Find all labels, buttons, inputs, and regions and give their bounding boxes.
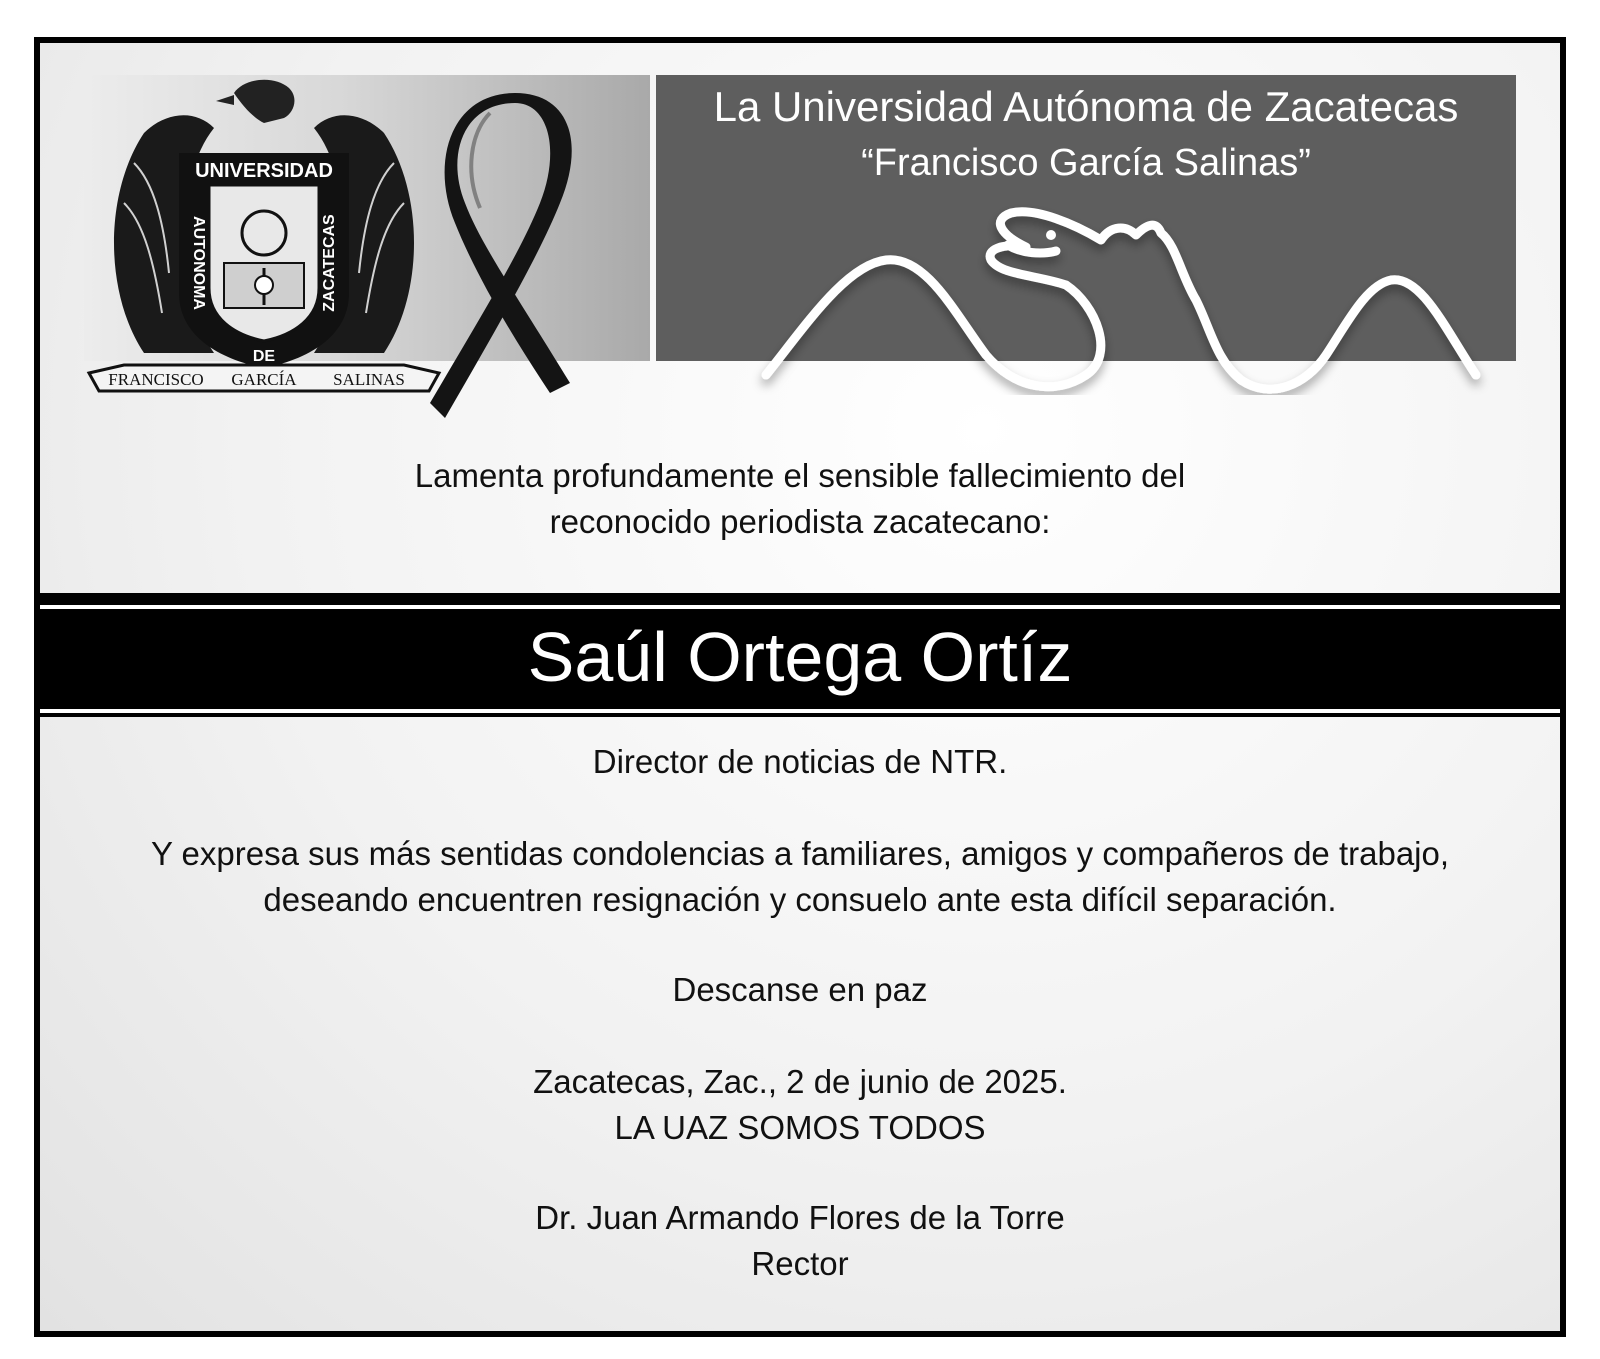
- svg-text:ZACATECAS: ZACATECAS: [321, 214, 338, 312]
- closing-block: [40, 1059, 1560, 1151]
- rest-in-peace: Descanse en paz: [672, 971, 928, 1008]
- svg-text:AUTONOMA: AUTONOMA: [190, 216, 207, 310]
- deceased-name: Saúl Ortega Ortíz: [527, 618, 1073, 696]
- motto: LA UAZ SOMOS TODOS: [614, 1109, 986, 1146]
- university-subtitle: “Francisco García Salinas”: [861, 142, 1311, 184]
- mourning-ribbon-icon: [420, 93, 600, 423]
- university-seal-icon: [84, 73, 444, 403]
- svg-text:GARCÍA: GARCÍA: [231, 370, 297, 389]
- svg-text:SALINAS: SALINAS: [333, 370, 405, 389]
- condolences-line-1: Y expresa sus más sentidas condolencias a familiares, amigos y compañeros de trabajo,: [150, 835, 1450, 872]
- svg-text:FRANCISCO: FRANCISCO: [108, 370, 204, 389]
- condolences-line-2: deseando encuentren resignación y consuelo ante esta difícil separación.: [263, 881, 1337, 918]
- notice-frame: [34, 37, 1566, 1337]
- condolences-text: [40, 831, 1560, 923]
- lament-text: [40, 453, 1560, 545]
- header-section: [40, 43, 1560, 599]
- signatory-name: Dr. Juan Armando Flores de la Torre: [535, 1199, 1065, 1236]
- place-date: Zacatecas, Zac., 2 de junio de 2025.: [533, 1063, 1067, 1100]
- deceased-role: Director de noticias de NTR.: [592, 743, 1008, 780]
- svg-text:DE: DE: [252, 348, 276, 365]
- signature-block: [40, 1195, 1560, 1287]
- lament-line-1: Lamenta profundamente el sensible fallecimiento del: [414, 457, 1186, 494]
- university-name: La Universidad Autónoma de Zacatecas: [713, 83, 1459, 130]
- svg-text:UNIVERSIDAD: UNIVERSIDAD: [195, 160, 333, 182]
- signatory-title: Rector: [751, 1245, 849, 1282]
- band-top-line: [40, 605, 1560, 609]
- lament-line-2: reconocido periodista zacatecano:: [549, 503, 1051, 540]
- band-bottom-line: [40, 709, 1560, 713]
